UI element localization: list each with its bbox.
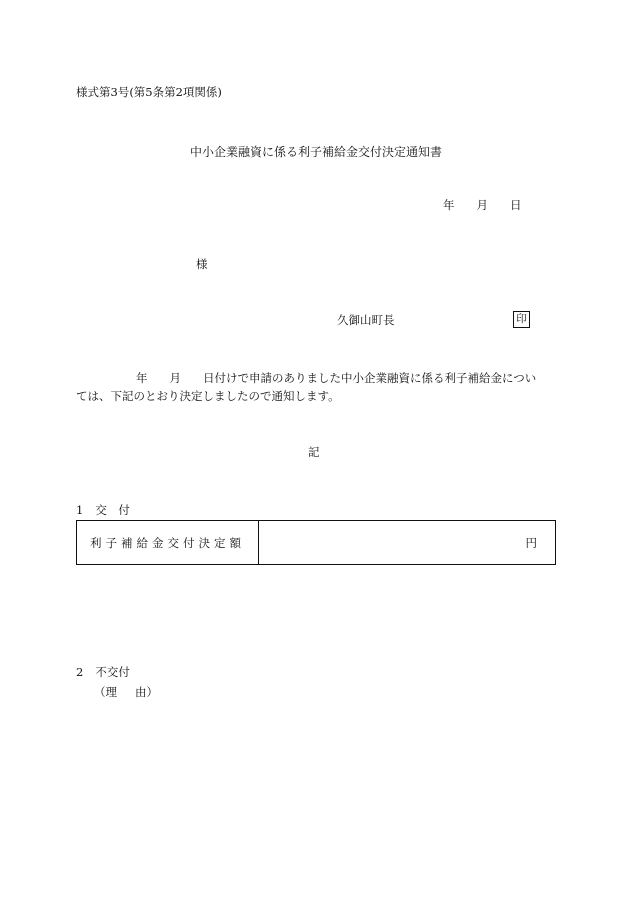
reason-close: 由） [135, 685, 158, 699]
sender-name: 久御山町長 [337, 313, 395, 327]
date-month: 月 [476, 198, 488, 212]
amount-unit: 円 [525, 535, 537, 550]
body-year: 年 [136, 371, 148, 385]
document-title: 中小企業融資に係る利子補給金交付決定通知書 [190, 145, 443, 159]
amount-value-cell [259, 521, 555, 564]
recipient-honorific: 様 [196, 257, 208, 271]
section-1-heading [76, 502, 130, 518]
date-year: 年 [443, 198, 455, 212]
body-line-1 [136, 370, 536, 386]
body-line-2: ては、下記のとおり決定しましたので通知します。 [76, 389, 340, 403]
body-text: 日付けで申請のありました中小企業融資に係る利子補給金につい [203, 371, 537, 385]
section-1-title: 交 付 [95, 503, 130, 517]
seal-box: 印 [513, 311, 530, 328]
amount-label-cell: 利子補給金交付決定額 [77, 521, 259, 564]
form-number: 様式第3号(第5条第2項関係) [76, 85, 222, 99]
body-month: 月 [169, 371, 181, 385]
section-2-title: 不交付 [95, 665, 130, 679]
section-2-heading [76, 664, 130, 680]
section-1-number: 1 [76, 503, 84, 517]
date-line [443, 197, 522, 213]
date-day: 日 [510, 198, 522, 212]
ki-heading: 記 [308, 445, 320, 459]
reason-open: （理 [94, 685, 117, 699]
section-2-number: 2 [76, 665, 84, 679]
reason-label [94, 684, 158, 700]
amount-table [76, 520, 556, 565]
